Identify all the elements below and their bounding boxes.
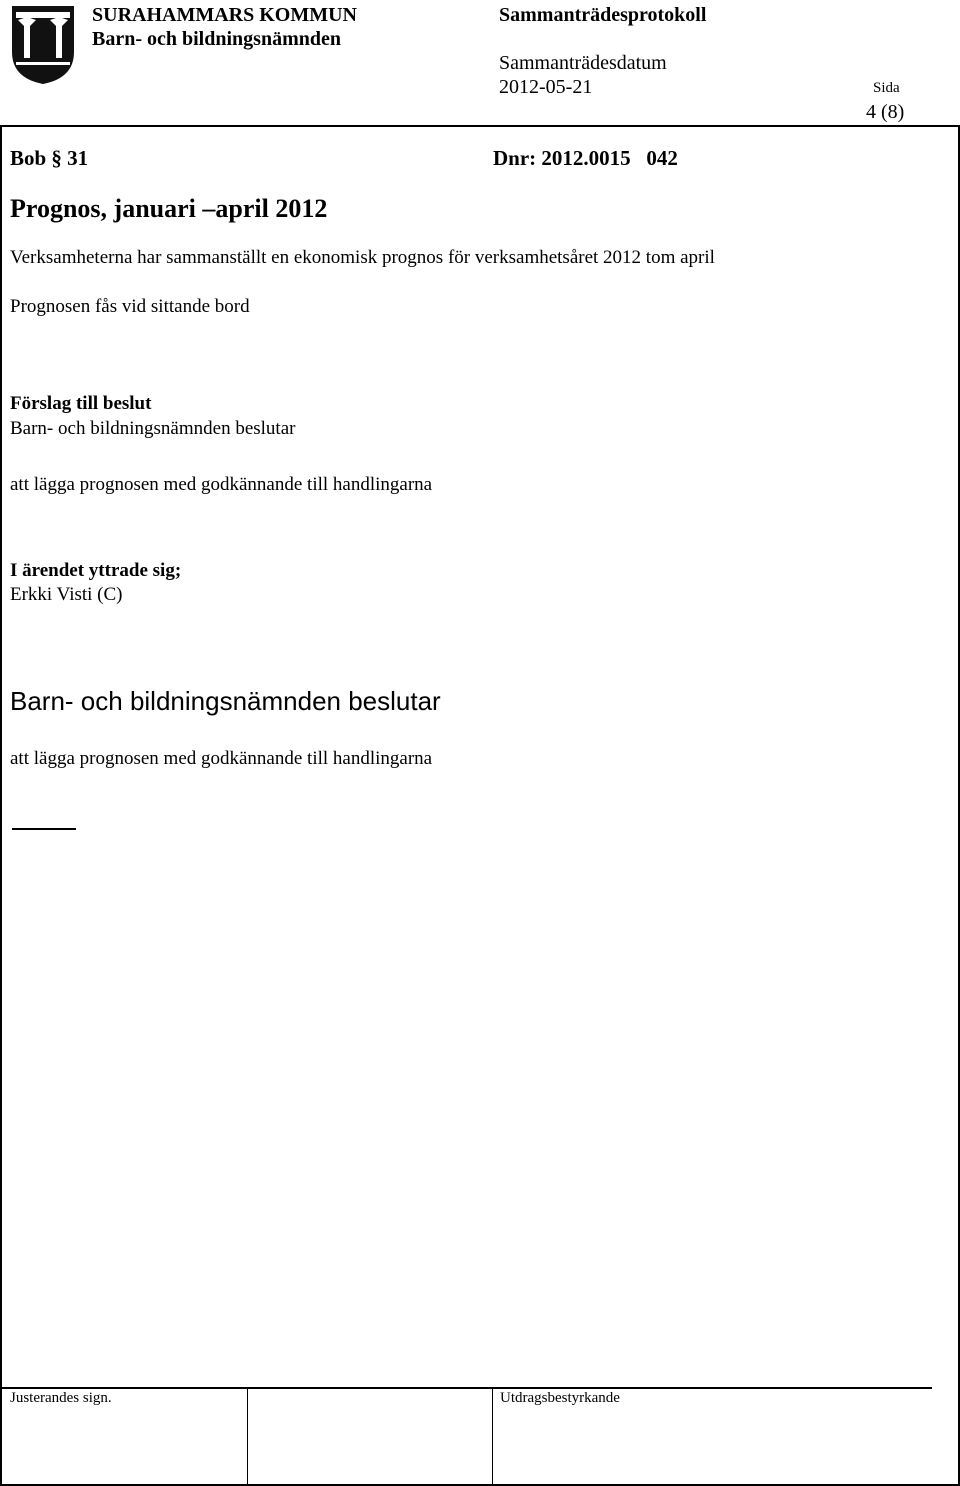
decision-heading: Barn- och bildningsnämnden beslutar — [10, 686, 441, 716]
footer-divider — [247, 1387, 248, 1484]
protocol-frame — [0, 125, 960, 1486]
meeting-date: 2012-05-21 — [499, 76, 593, 98]
end-rule — [12, 828, 76, 830]
footer-rule — [2, 1387, 932, 1389]
board-name: Barn- och bildningsnämnden — [92, 28, 341, 50]
body-paragraph: Verksamheterna har sammanställt en ekonomisk prognos för verksamhetsåret 2012 tom april — [10, 247, 715, 268]
proposal-line: Barn- och bildningsnämnden beslutar — [10, 418, 296, 439]
body-paragraph: Prognosen fås vid sittande bord — [10, 296, 250, 317]
extract-certification-label: Utdragsbestyrkande — [500, 1390, 620, 1406]
document-type: Sammanträdesprotokoll — [499, 4, 707, 26]
paragraph-number: Bob § 31 — [10, 146, 89, 170]
diary-number: Dnr: 2012.0015 042 — [493, 146, 678, 170]
proposal-line: att lägga prognosen med godkännande till handlingarna — [10, 474, 433, 495]
signature-label: Justerandes sign. — [10, 1390, 112, 1406]
footer-divider — [492, 1387, 493, 1484]
municipal-coat-of-arms-logo — [10, 4, 76, 86]
decision-text: att lägga prognosen med godkännande till handlingarna — [10, 748, 433, 769]
page-label: Sida — [873, 80, 900, 96]
statements-speaker: Erkki Visti (C) — [10, 584, 123, 605]
organization-name: SURAHAMMARS KOMMUN — [92, 4, 357, 26]
meeting-date-label: Sammanträdesdatum — [499, 52, 667, 74]
case-title: Prognos, januari –april 2012 — [10, 194, 328, 223]
page-number: 4 (8) — [866, 101, 905, 123]
statements-heading: I ärendet yttrade sig; — [10, 560, 182, 581]
proposal-heading: Förslag till beslut — [10, 393, 152, 414]
